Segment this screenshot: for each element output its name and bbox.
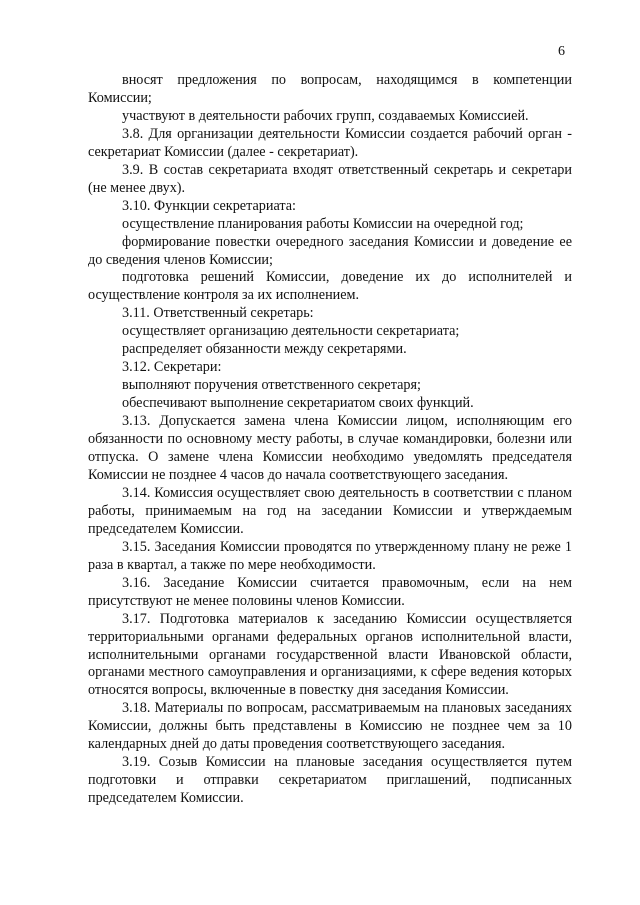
paragraph: 3.13. Допускается замена члена Комиссии лицом, исполняющим его обязанности по основному месту работы, в случае командировки, болезни или отпуска. О замене члена Комиссии необходимо уведомлять председателя Комиссии не позднее 4 часов до начала соответствующего заседания. [88,413,572,483]
paragraph: 3.14. Комиссия осуществляет свою деятельность в соответствии с планом работы, принимаемым на год на заседании Комиссии и утверждаемым председателем Комиссии. [88,484,572,537]
paragraph: вносят предложения по вопросам, находящимся в компетенции Комиссии; [88,72,572,106]
document-body [88,72,572,808]
paragraph: осуществляет организацию деятельности секретариата; [122,323,460,340]
paragraph: 3.15. Заседания Комиссии проводятся по утвержденному плану не реже 1 раза в квартал, а также по мере необходимости. [88,538,572,573]
paragraph: 3.8. Для организации деятельности Комиссии создается рабочий орган - секретариат Комиссии (далее - секретариат). [88,125,572,160]
paragraph: 3.9. В состав секретариата входят ответственный секретарь и секретари (не менее двух). [88,161,572,196]
paragraph: обеспечивают выполнение секретариатом своих функций. [122,395,474,412]
paragraph: 3.16. Заседание Комиссии считается правомочным, если на нем присутствуют не менее половины членов Комиссии. [88,574,572,609]
paragraph: подготовка решений Комиссии, доведение их до исполнителей и осуществление контроля за их исполнением. [88,269,572,304]
paragraph: 3.11. Ответственный секретарь: [122,305,314,322]
paragraph: участвуют в деятельности рабочих групп, создаваемых Комиссией. [122,107,529,124]
paragraph: осуществление планирования работы Комиссии на очередной год; [122,215,524,232]
paragraph: выполняют поручения ответственного секретаря; [122,377,421,394]
paragraph: 3.17. Подготовка материалов к заседанию Комиссии осуществляется территориальными органами федеральных органов исполнительной власти, исполнительными органами государственной власти Ивановской области, органами местного самоуправления и организациями, к сфере ведения которых относятся вопросы, включенные в повестку дня заседания Комиссии. [88,610,572,699]
page-number: 6 [558,44,565,59]
paragraph: 3.18. Материалы по вопросам, рассматриваемым на плановых заседаниях Комиссии, должны быть представлены в Комиссию не позднее чем за 10 календарных дней до даты проведения соответствующего заседания. [88,700,572,753]
paragraph: формирование повестки очередного заседания Комиссии и доведение ее до сведения членов Комиссии; [88,233,572,268]
paragraph: распределяет обязанности между секретарями. [122,341,407,358]
paragraph: 3.10. Функции секретариата: [122,197,296,214]
paragraph: 3.12. Секретари: [122,359,222,376]
paragraph: 3.19. Созыв Комиссии на плановые заседания осуществляется путем подготовки и отправки секретариатом приглашений, подписанных председателем Комиссии. [88,754,572,807]
